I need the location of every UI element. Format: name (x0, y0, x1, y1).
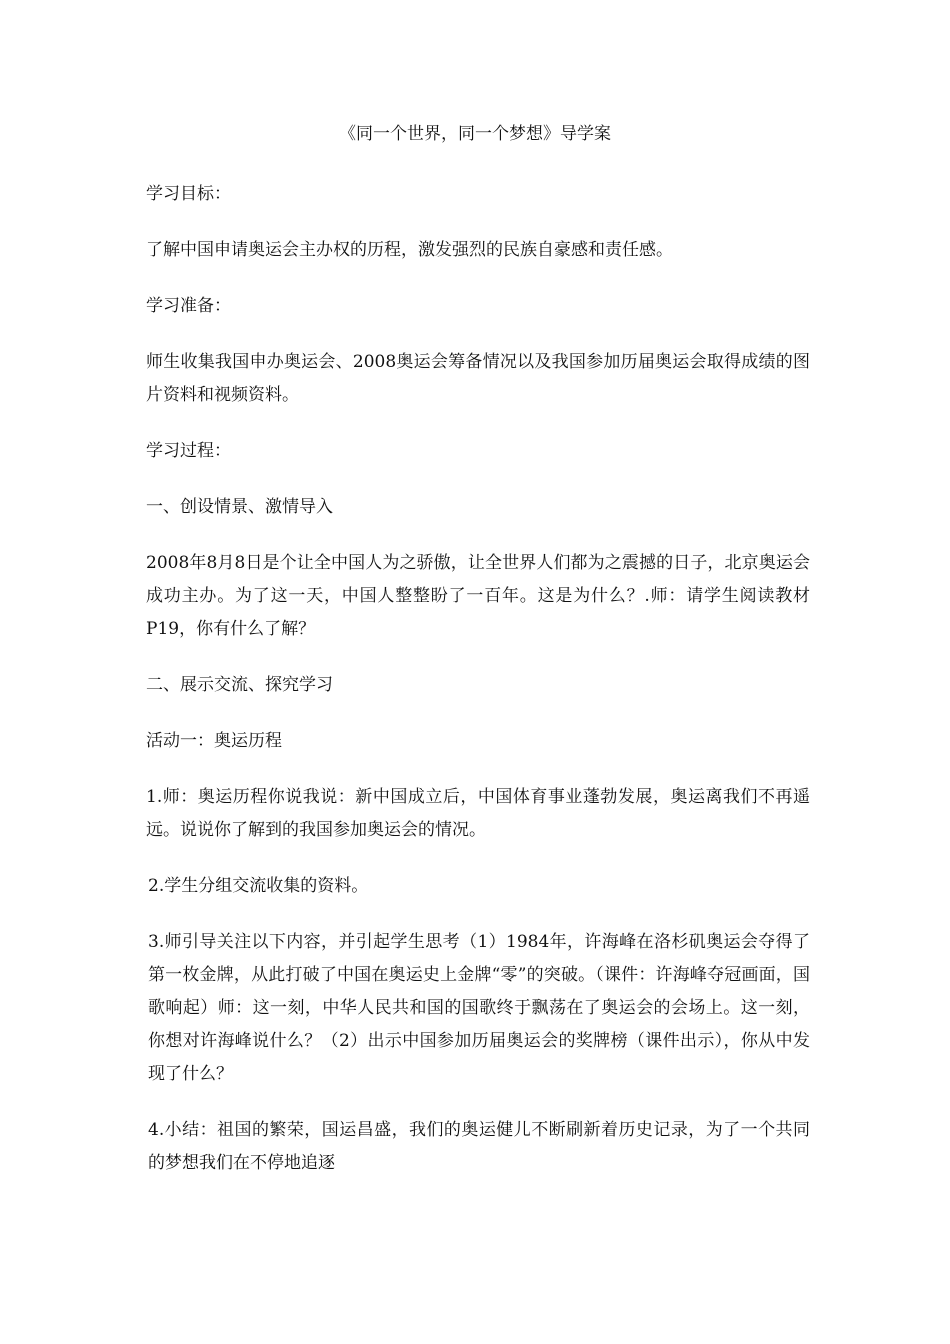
objectives-text: 了解中国申请奥运会主办权的历程，激发强烈的民族自豪感和责任感。 (146, 240, 673, 260)
step-four: 4.小结：祖国的繁荣，国运昌盛，我们的奥运健儿不断刷新着历史记录，为了一个共同的梦想我们在不停地追逐 (148, 1120, 810, 1173)
section-heading-preparation: 学习准备： (146, 296, 231, 316)
step-two: 2.学生分组交流收集的资料。 (148, 876, 369, 896)
activity-one-heading: 活动一：奥运历程 (146, 731, 282, 751)
preparation-text: 师生收集我国申办奥运会、2008奥运会筹备情况以及我国参加历届奥运会取得成绩的图片资料和视频资料。 (146, 352, 810, 405)
document-body (146, 178, 810, 1203)
section-heading-process: 学习过程： (146, 441, 231, 461)
document-title: 《同一个世界，同一个梦想》导学案 (339, 124, 611, 144)
step-one: 1.师：奥运历程你说我说：新中国成立后，中国体育事业蓬勃发展，奥运离我们不再遥远。说说你了解到的我国参加奥运会的情况。 (146, 787, 810, 840)
step-three: 3.师引导关注以下内容，并引起学生思考（1）1984年，许海峰在洛杉矶奥运会夺得了第一枚金牌，从此打破了中国在奥运史上金牌“零”的突破。（课件：许海峰夺冠画面，国歌响起）师：这一刻，中华人民共和国的国歌终于飘荡在了奥运会的会场上。这一刻，你想对许海峰说什么？（2）出示中国参加历届奥运会的奖牌榜（课件出示），你从中发现了什么？ (148, 932, 810, 1084)
part-two-heading: 二、展示交流、探究学习 (146, 675, 333, 695)
part-one-heading: 一、创设情景、激情导入 (146, 497, 333, 517)
section-heading-objectives: 学习目标： (146, 184, 231, 204)
intro-paragraph: 2008年8月8日是个让全中国人为之骄傲，让全世界人们都为之震撼的日子，北京奥运会成功主办。为了这一天，中国人整整盼了一百年。这是为什么？.师：请学生阅读教材P19，你有什么了解？ (146, 553, 810, 639)
